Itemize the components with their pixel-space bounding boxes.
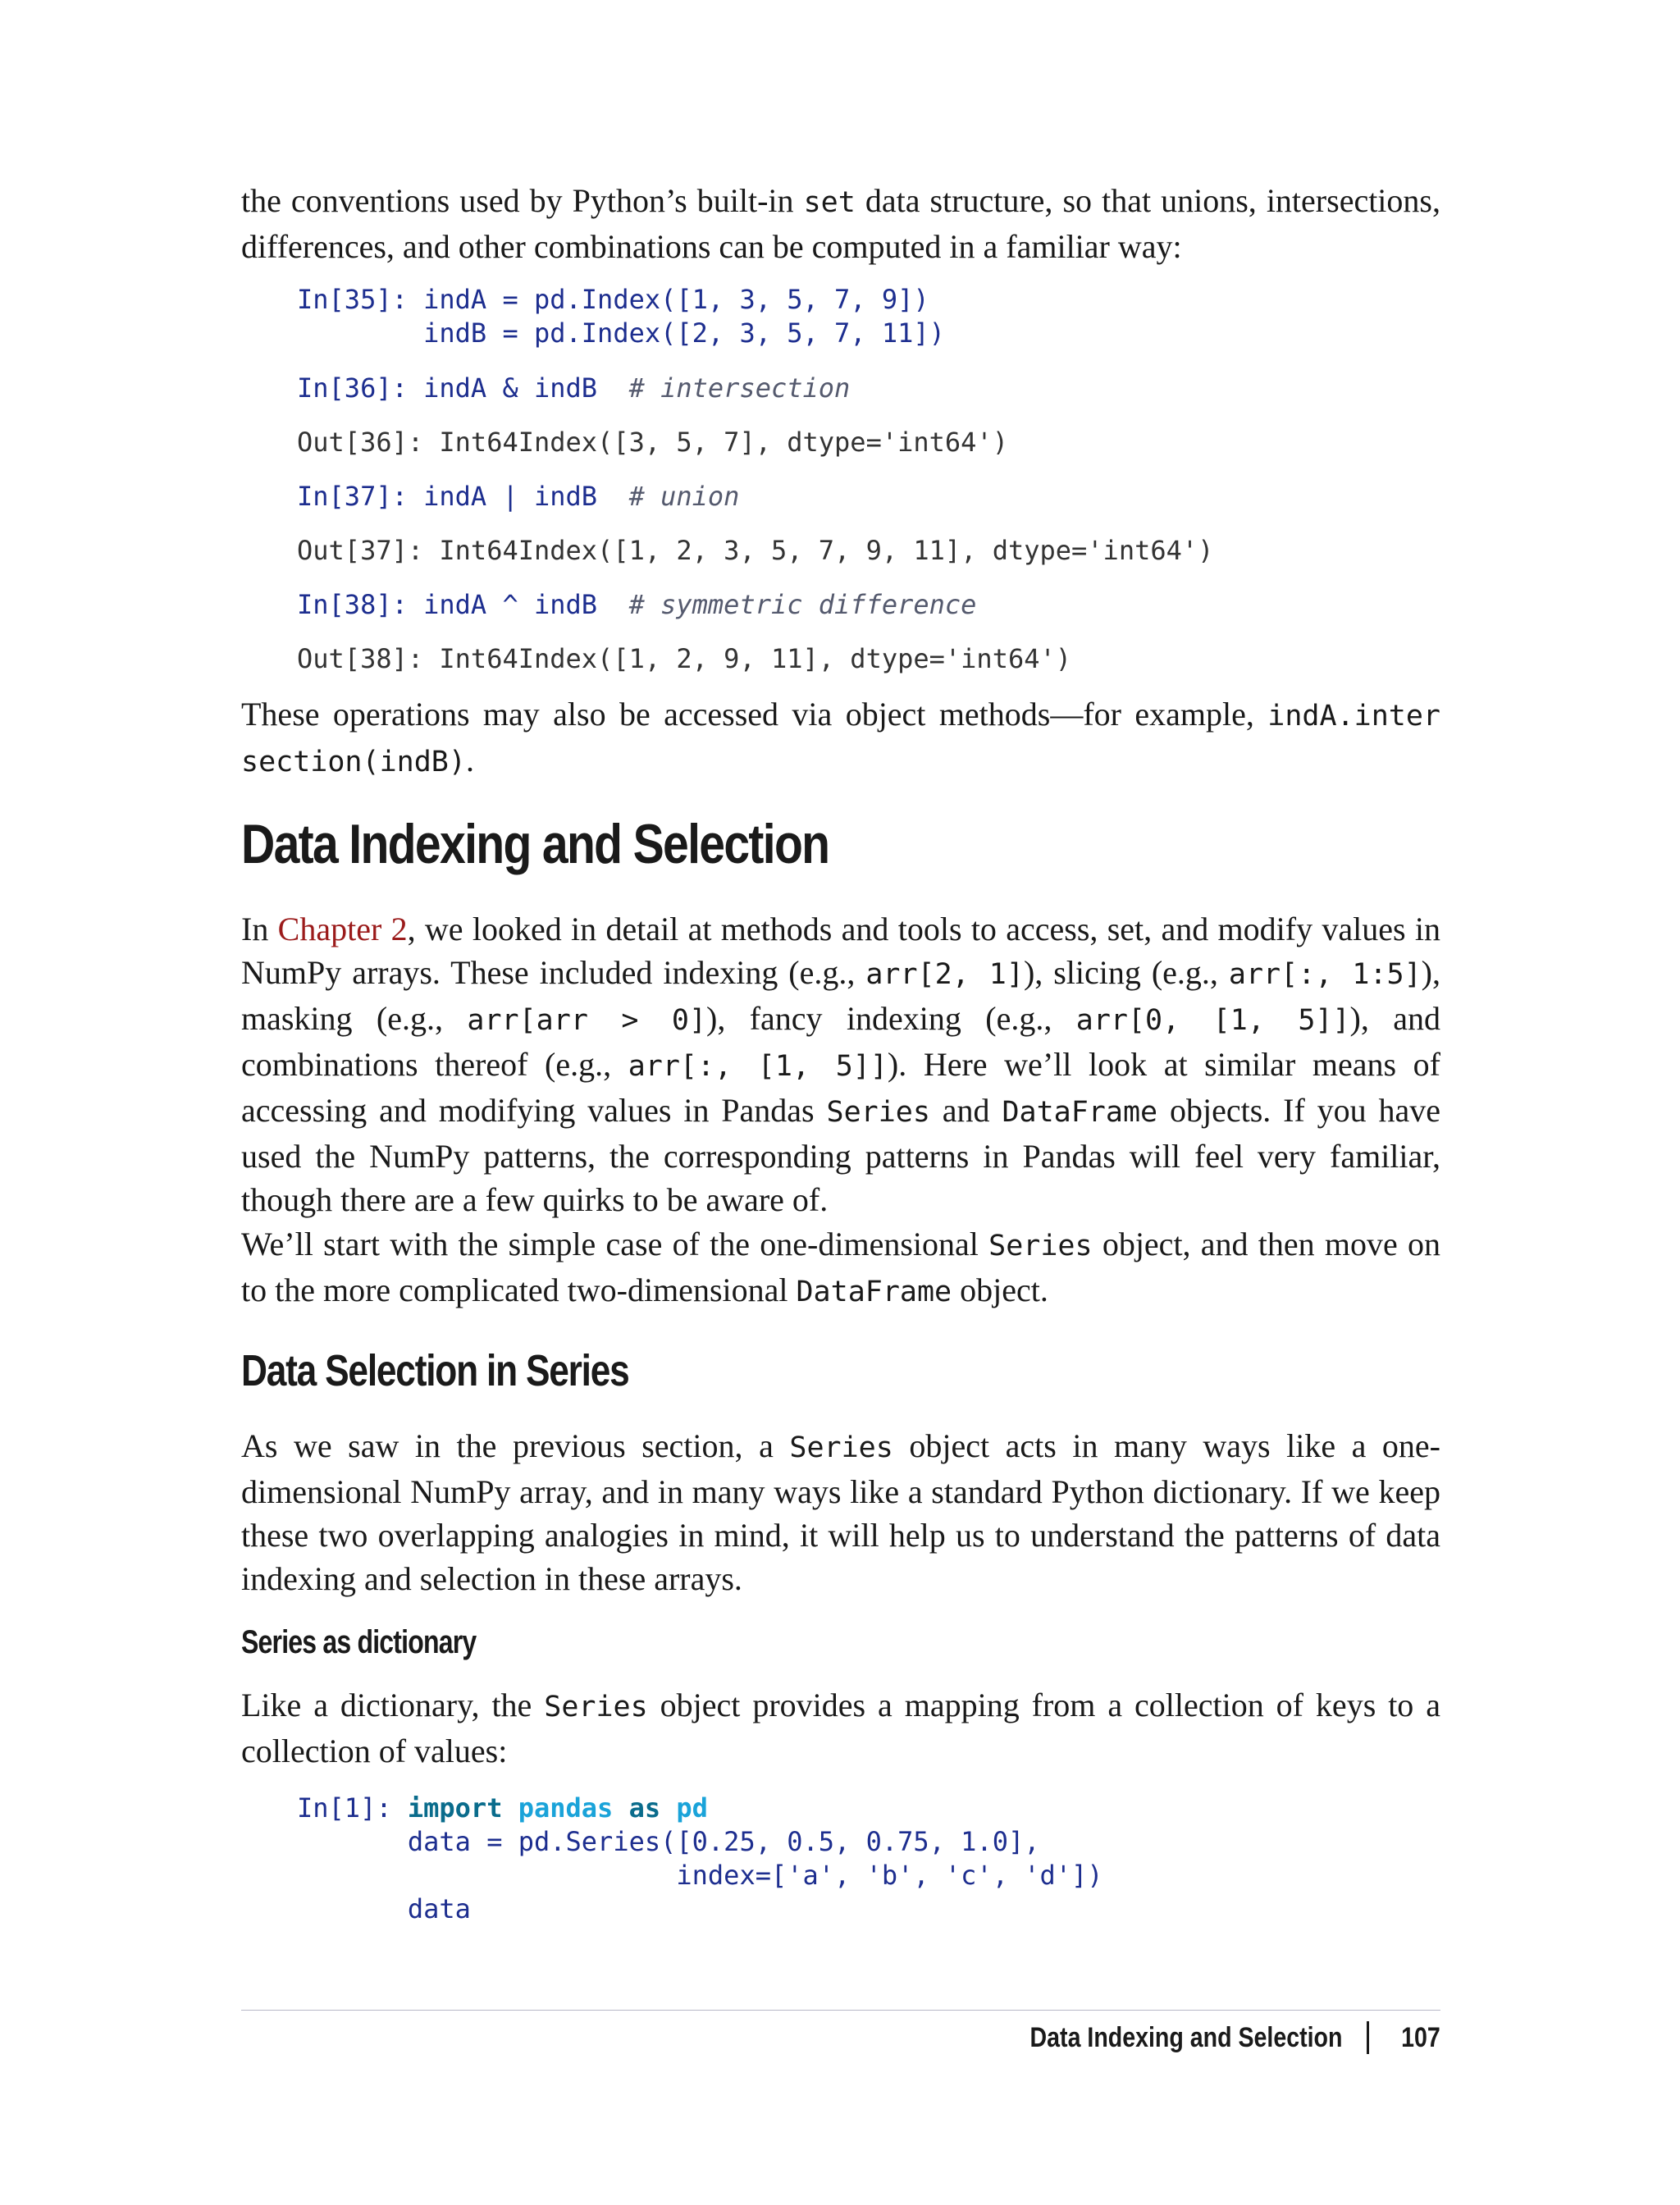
- intro-paragraph: [241, 179, 1440, 268]
- footer-section-title: Data Indexing and Selection: [1029, 2021, 1343, 2053]
- code-output: Out[37]: Int64Index([1, 2, 3, 5, 7, 9, 11], dtype='int64'): [297, 535, 1214, 566]
- footer-separator: [1367, 2021, 1369, 2054]
- text-run: the conventions used by Python’s built-in: [241, 182, 804, 219]
- series-analogy-paragraph: As we saw in the previous section, a Series object acts in many ways like a one-dimensional NumPy array, and in many ways like a standard Python dictionary. If we keep these two overlapping analogies in mind, it will help us to understand the patterns of data indexing and selection in these arrays.: [241, 1427, 1441, 1597]
- chapter-section-heading: Data Indexing and Selection: [241, 813, 829, 875]
- code-output: Out[36]: Int64Index([3, 5, 7], dtype='int64'): [297, 427, 1008, 458]
- footer-divider: [241, 2010, 1440, 2011]
- code-output: Out[38]: Int64Index([1, 2, 9, 11], dtype='int64'): [297, 643, 1072, 674]
- text-run: data structure, so that unions, intersections, differences, and other combinations can be computed in a familiar way:: [241, 182, 1440, 265]
- code-line: indB = pd.Index([2, 3, 5, 7, 11]): [297, 317, 945, 349]
- code-line: data: [297, 1893, 471, 1924]
- code-line: In[38]: indA ^ indB # symmetric difference: [297, 589, 977, 620]
- code-line: In[1]: import pandas as pd: [297, 1792, 708, 1824]
- methods-paragraph: These operations may also be accessed via object methods—for example, indA.inter section(indB).: [241, 696, 1440, 778]
- code-line: index=['a', 'b', 'c', 'd']): [297, 1860, 1103, 1891]
- dictionary-paragraph: Like a dictionary, the Series object provides a mapping from a collection of keys to a collection of values:: [241, 1687, 1441, 1769]
- page-number: 107: [1401, 2021, 1440, 2053]
- code-block-1: [241, 283, 1440, 677]
- code-line: In[35]: indA = pd.Index([1, 3, 5, 7, 9]): [297, 284, 929, 315]
- section-heading: Data Selection in Series: [241, 1346, 629, 1395]
- code-line: In[36]: indA & indB # intersection: [297, 372, 851, 404]
- code-block-2: [241, 1792, 1440, 1931]
- code-line: data = pd.Series([0.25, 0.5, 0.75, 1.0],: [297, 1826, 1040, 1857]
- chapter-2-link[interactable]: Chapter 2: [277, 911, 408, 947]
- inline-code: indA.inter section(indB): [241, 700, 1440, 778]
- intro-indexing-paragraph: In Chapter 2, we looked in detail at methods and tools to access, set, and modify values in NumPy arrays. These included indexing (e.g., arr[2, 1]), slicing (e.g., arr[:, 1:5]), masking (e.g., arr[arr > 0]), fancy indexing (e.g., arr[0, [1, 5]]), and combinations thereof (e.g., arr[:, [1, 5]]). Here we’ll look at similar means of accessing and modifying values in Pandas Series and DataFrame objects. If you have used the NumPy patterns, the corresponding patterns in Pandas will feel very familiar, though there are a few quirks to be aware of.: [241, 911, 1441, 1218]
- page-footer: [970, 2021, 1440, 2054]
- inline-code: set: [803, 186, 856, 219]
- start-simple-paragraph: We’ll start with the simple case of the one-dimensional Series object, and then move on to the more complicated two-dimensional DataFrame object.: [241, 1226, 1440, 1308]
- code-line: In[37]: indA | indB # union: [297, 481, 740, 512]
- subsection-heading: Series as dictionary: [241, 1624, 477, 1660]
